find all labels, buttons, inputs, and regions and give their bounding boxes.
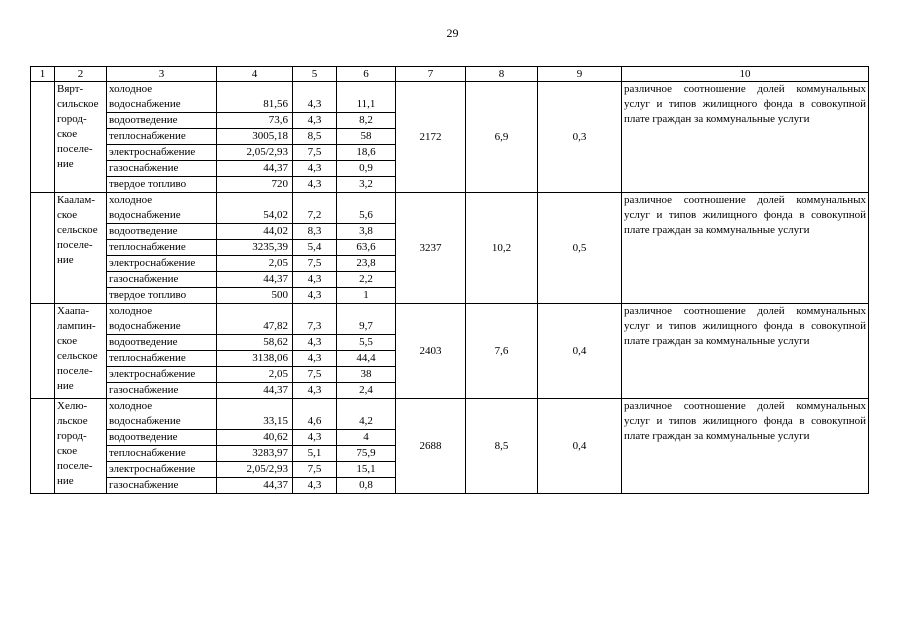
- settlement-name-line: льское: [57, 415, 88, 427]
- share-cell: 9,7: [337, 304, 396, 335]
- tariff-cell: 3283,97: [217, 446, 293, 462]
- share-cell: 58: [337, 129, 396, 145]
- service-cell: газоснабжение: [107, 161, 217, 177]
- settlement-name-line: Хаапа-: [57, 305, 89, 317]
- service-cell: теплоснабжение: [107, 129, 217, 145]
- tariff-cell: 2,05: [217, 367, 293, 383]
- settlement-name-line: город-: [57, 430, 87, 442]
- service-cell: газоснабжение: [107, 272, 217, 288]
- settlement-name-cell: [55, 82, 107, 193]
- share-cell: 3,2: [337, 177, 396, 193]
- col7-cell: 2688: [396, 399, 466, 494]
- col7-cell: 3237: [396, 193, 466, 304]
- settlement-name-line: ское: [57, 335, 78, 347]
- share-cell: 2,4: [337, 383, 396, 399]
- index-cell: 4,3: [293, 383, 337, 399]
- header-cell: 5: [293, 67, 337, 82]
- header-cell: 6: [337, 67, 396, 82]
- tariff-cell: 500: [217, 288, 293, 304]
- share-cell: 44,4: [337, 351, 396, 367]
- share-cell: 75,9: [337, 446, 396, 462]
- index-cell: 4,3: [293, 335, 337, 351]
- col8-cell: 10,2: [466, 193, 538, 304]
- index-cell: 8,5: [293, 129, 337, 145]
- service-cell: холодное водоснабжение: [107, 82, 217, 113]
- service-cell: электроснабжение: [107, 462, 217, 478]
- tariff-cell: 3235,39: [217, 240, 293, 256]
- header-cell: 4: [217, 67, 293, 82]
- settlement-name-cell: [55, 193, 107, 304]
- note-cell: различное соотношение долей коммунальных услуг и типов жилищного фонда в совокупной плате граждан за коммунальные услуги: [622, 193, 869, 304]
- share-cell: 4,2: [337, 399, 396, 430]
- index-cell: 4,3: [293, 161, 337, 177]
- service-cell: теплоснабжение: [107, 240, 217, 256]
- settlement-name-line: Каалам-: [57, 194, 96, 206]
- tariff-cell: 81,56: [217, 82, 293, 113]
- index-cell: 4,3: [293, 430, 337, 446]
- service-cell: газоснабжение: [107, 478, 217, 494]
- service-cell: электроснабжение: [107, 145, 217, 161]
- share-cell: 5,5: [337, 335, 396, 351]
- tariff-cell: 44,37: [217, 478, 293, 494]
- col7-cell: 2403: [396, 304, 466, 399]
- index-cell: 7,2: [293, 193, 337, 224]
- settlement-name-line: ние: [57, 380, 74, 392]
- index-cell: 4,3: [293, 113, 337, 129]
- tariff-cell: 40,62: [217, 430, 293, 446]
- row-number-cell: [31, 399, 55, 494]
- page-number: 29: [446, 26, 459, 40]
- share-cell: 18,6: [337, 145, 396, 161]
- share-cell: 15,1: [337, 462, 396, 478]
- share-cell: 0,8: [337, 478, 396, 494]
- share-cell: 38: [337, 367, 396, 383]
- index-cell: 7,5: [293, 462, 337, 478]
- note-cell: различное соотношение долей коммунальных услуг и типов жилищного фонда в совокупной плате граждан за коммунальные услуги: [622, 82, 869, 193]
- settlement-name-line: поселе-: [57, 365, 93, 377]
- index-cell: 4,6: [293, 399, 337, 430]
- service-cell: газоснабжение: [107, 383, 217, 399]
- settlement-name-cell: [55, 399, 107, 494]
- settlement-name-cell: [55, 304, 107, 399]
- header-cell: 1: [31, 67, 55, 82]
- index-cell: 4,3: [293, 82, 337, 113]
- share-cell: 5,6: [337, 193, 396, 224]
- settlement-name-line: ское: [57, 445, 78, 457]
- settlement-name-line: лампин-: [57, 320, 96, 332]
- service-cell: твердое топливо: [107, 288, 217, 304]
- share-cell: 1: [337, 288, 396, 304]
- share-cell: 8,2: [337, 113, 396, 129]
- service-cell: водоотведение: [107, 224, 217, 240]
- index-cell: 5,1: [293, 446, 337, 462]
- col9-cell: 0,4: [538, 304, 622, 399]
- share-cell: 2,2: [337, 272, 396, 288]
- header-cell: 10: [622, 67, 869, 82]
- col8-cell: 7,6: [466, 304, 538, 399]
- tariff-cell: 3138,06: [217, 351, 293, 367]
- index-cell: 7,5: [293, 367, 337, 383]
- index-cell: 4,3: [293, 288, 337, 304]
- header-cell: 8: [466, 67, 538, 82]
- tariff-cell: 73,6: [217, 113, 293, 129]
- service-cell: теплоснабжение: [107, 446, 217, 462]
- col8-cell: 6,9: [466, 82, 538, 193]
- share-cell: 0,9: [337, 161, 396, 177]
- service-cell: водоотведение: [107, 430, 217, 446]
- tariff-cell: 54,02: [217, 193, 293, 224]
- tariff-cell: 3005,18: [217, 129, 293, 145]
- table-body: [31, 67, 869, 494]
- col8-cell: 8,5: [466, 399, 538, 494]
- note-cell: различное соотношение долей коммунальных услуг и типов жилищного фонда в совокупной плате граждан за коммунальные услуги: [622, 304, 869, 399]
- settlement-name-line: ние: [57, 475, 74, 487]
- header-cell: 9: [538, 67, 622, 82]
- service-cell: холодное водоснабжение: [107, 399, 217, 430]
- tariff-cell: 720: [217, 177, 293, 193]
- table-row: [31, 399, 869, 430]
- settlement-name-line: сельское: [57, 350, 98, 362]
- tariff-table: [30, 66, 869, 494]
- tariff-cell: 33,15: [217, 399, 293, 430]
- header-row: [31, 67, 869, 82]
- settlement-name-line: поселе-: [57, 460, 93, 472]
- settlement-name-line: ние: [57, 158, 74, 170]
- settlement-name-line: поселе-: [57, 239, 93, 251]
- settlement-name-line: сильское: [57, 98, 99, 110]
- service-cell: электроснабжение: [107, 367, 217, 383]
- header-cell: 3: [107, 67, 217, 82]
- row-number-cell: [31, 82, 55, 193]
- index-cell: 4,3: [293, 177, 337, 193]
- share-cell: 23,8: [337, 256, 396, 272]
- service-cell: водоотведение: [107, 335, 217, 351]
- tariff-cell: 44,37: [217, 272, 293, 288]
- tariff-cell: 58,62: [217, 335, 293, 351]
- service-cell: водоотведение: [107, 113, 217, 129]
- service-cell: твердое топливо: [107, 177, 217, 193]
- index-cell: 4,3: [293, 351, 337, 367]
- table-row: [31, 304, 869, 335]
- table-row: [31, 82, 869, 113]
- service-cell: холодное водоснабжение: [107, 304, 217, 335]
- tariff-cell: 44,37: [217, 161, 293, 177]
- index-cell: 7,5: [293, 256, 337, 272]
- share-cell: 11,1: [337, 82, 396, 113]
- header-cell: 2: [55, 67, 107, 82]
- index-cell: 4,3: [293, 272, 337, 288]
- table-row: [31, 193, 869, 224]
- settlement-name-line: поселе-: [57, 143, 93, 155]
- share-cell: 63,6: [337, 240, 396, 256]
- tariff-cell: 2,05/2,93: [217, 145, 293, 161]
- tariff-cell: 2,05: [217, 256, 293, 272]
- note-cell: различное соотношение долей коммунальных услуг и типов жилищного фонда в совокупной плате граждан за коммунальные услуги: [622, 399, 869, 494]
- index-cell: 5,4: [293, 240, 337, 256]
- share-cell: 4: [337, 430, 396, 446]
- tariff-cell: 47,82: [217, 304, 293, 335]
- settlement-name-line: ние: [57, 254, 74, 266]
- service-cell: электроснабжение: [107, 256, 217, 272]
- tariff-cell: 2,05/2,93: [217, 462, 293, 478]
- index-cell: 4,3: [293, 478, 337, 494]
- index-cell: 7,3: [293, 304, 337, 335]
- share-cell: 3,8: [337, 224, 396, 240]
- col7-cell: 2172: [396, 82, 466, 193]
- settlement-name-line: ское: [57, 209, 78, 221]
- row-number-cell: [31, 304, 55, 399]
- tariff-cell: 44,37: [217, 383, 293, 399]
- settlement-name-line: ское: [57, 128, 78, 140]
- settlement-name-line: Хелю-: [57, 400, 88, 412]
- col9-cell: 0,5: [538, 193, 622, 304]
- index-cell: 7,5: [293, 145, 337, 161]
- header-cell: 7: [396, 67, 466, 82]
- row-number-cell: [31, 193, 55, 304]
- col9-cell: 0,4: [538, 399, 622, 494]
- settlement-name-line: сельское: [57, 224, 98, 236]
- index-cell: 8,3: [293, 224, 337, 240]
- service-cell: теплоснабжение: [107, 351, 217, 367]
- tariff-cell: 44,02: [217, 224, 293, 240]
- col9-cell: 0,3: [538, 82, 622, 193]
- settlement-name-line: Вярт-: [57, 83, 84, 95]
- service-cell: холодное водоснабжение: [107, 193, 217, 224]
- settlement-name-line: город-: [57, 113, 87, 125]
